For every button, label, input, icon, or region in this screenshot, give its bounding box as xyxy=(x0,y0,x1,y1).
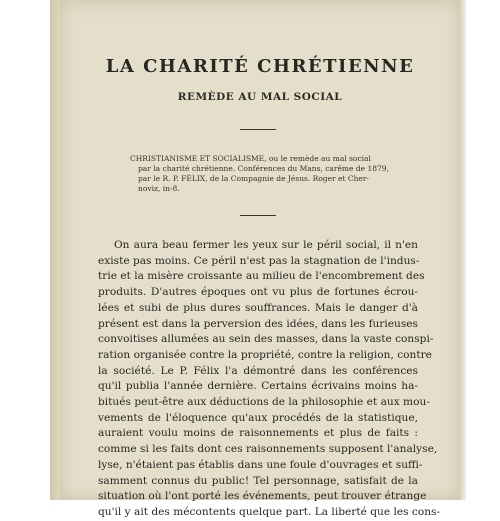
body-line: bitués peut-être aux déductions de la philosophie et aux mou- xyxy=(98,396,430,409)
page-left-edge xyxy=(50,0,60,500)
body-line: vements de l'éloquence qu'aux procédés de la statistique, xyxy=(98,411,418,424)
page-right-edge xyxy=(460,0,466,500)
body-line: samment connus du public! Tel personnage, satisfait de la xyxy=(98,474,418,487)
divider-top xyxy=(240,129,276,130)
article-subtitle: REMÈDE AU MAL SOCIAL xyxy=(177,91,343,103)
body-line: qu'il y ait des mécontents quelque part. La liberté que les cons- xyxy=(98,505,441,518)
body-line: auraient voulu moins de raisonnements et plus de faits : xyxy=(98,427,418,440)
body-line: comme si les faits dont ces raisonnements supposent l'analyse, xyxy=(98,443,438,456)
article-title: LA CHARITÉ CHRÉTIENNE xyxy=(105,56,415,77)
body-line: On aura beau fermer les yeux sur le péril social, il n'en xyxy=(114,239,418,251)
body-line: produits. D'autres époques ont vu plus de fortunes écrou- xyxy=(98,286,418,299)
body-line: lyse, n'étaient pas établis dans une foule d'ouvrages et suffi- xyxy=(98,458,423,471)
body-line: convoitises allumées au sein des masses, dans la vaste conspi- xyxy=(98,333,434,346)
body-line: ration organisée contre la propriété, contre la religion, contre xyxy=(98,348,432,361)
biblio-line: par la charité chrétienne. Conférences du Mans, carême de 1879, xyxy=(138,164,389,173)
biblio-line: par le R. P. FÉLIX, de la Compagnie de Jésus. Roger et Cher- xyxy=(138,174,369,183)
biblio-line: CHRISTIANISME ET SOCIALISME, ou le remède au mal social xyxy=(130,154,371,163)
body-line: existe pas moins. Ce péril n'est pas la stagnation de l'indus- xyxy=(98,254,420,267)
divider-bottom xyxy=(240,215,276,216)
body-line: la société. Le P. Félix l'a démontré dans les conférences xyxy=(98,364,418,377)
body-line: présent est dans la perversion des idées, dans les furieuses xyxy=(98,317,418,330)
biblio-line: noviz, in-8. xyxy=(138,184,180,193)
article-body xyxy=(98,238,441,521)
bibliographic-reference xyxy=(130,154,414,194)
body-line: situation où l'ont porté les événements, peut trouver étrange xyxy=(98,490,427,503)
body-line: trie et la misère croissante au milieu de l'encombrement des xyxy=(98,270,425,283)
body-line: qu'il publia l'année dernière. Certains écrivains moins ha- xyxy=(98,380,418,393)
body-line: lées et subi de plus dures souffrances. Mais le danger d'à xyxy=(98,301,418,314)
